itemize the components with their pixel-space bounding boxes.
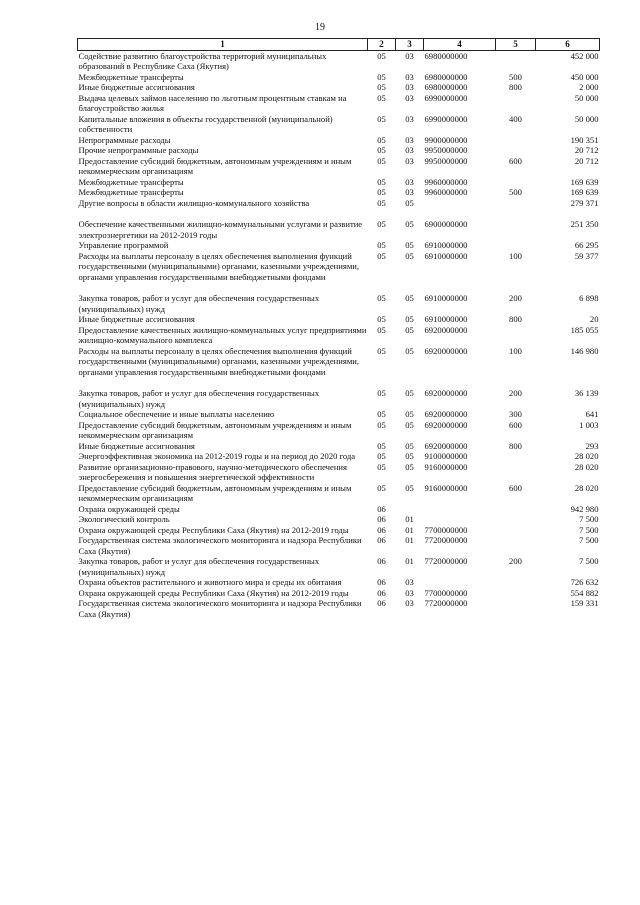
expense-type-code: 800 — [509, 82, 522, 92]
target-article-code: 9900000000 — [424, 134, 468, 145]
table-row — [78, 293, 600, 314]
table-row — [78, 535, 600, 556]
subsection-code: 03 — [405, 577, 414, 587]
target-article-code: 6900000000 — [424, 219, 468, 229]
subsection-code: 05 — [405, 197, 414, 208]
table-row — [78, 588, 600, 599]
item-name: Содействие развитию благоустройства территорий муниципальных образований в Республике Саха (Якутия) — [78, 50, 327, 71]
amount: 28 020 — [574, 451, 599, 461]
section-code: 05 — [377, 134, 386, 145]
item-name: Закупка товаров, работ и услуг для обеспечения государственных (муниципальных) нужд — [78, 293, 320, 314]
column-header-3: 3 — [396, 39, 424, 51]
item-name: Капитальные вложения в объекты государственной (муниципальной) собственности — [78, 113, 333, 134]
amount: 942 980 — [570, 503, 599, 514]
amount: 251 350 — [570, 219, 599, 229]
subsection-code — [396, 504, 424, 515]
section-code: 05 — [377, 50, 386, 61]
target-article-code: 6920000000 — [424, 388, 468, 398]
amount: 169 639 — [570, 176, 599, 187]
row-spacer — [78, 282, 600, 293]
expense-type-code: 600 — [509, 419, 522, 430]
amount: 28 020 — [574, 482, 599, 493]
expense-type-code: 600 — [509, 155, 522, 166]
section-code: 05 — [377, 250, 386, 261]
expense-type-code: 100 — [509, 250, 522, 261]
item-name: Расходы на выплаты персоналу в целях обеспечения выполнения функций государственными (муниципальными) органами, казенными учреждениями, органами управления государственными внебюджетными фондами — [78, 250, 360, 282]
subsection-code: 03 — [405, 134, 414, 145]
expense-type-code — [496, 535, 536, 556]
item-name: Предоставление субсидий бюджетным, автономным учреждениям и иным некоммерческим организациям — [78, 155, 352, 176]
expense-type-code — [496, 50, 536, 72]
target-article-code: 9960000000 — [424, 187, 468, 197]
column-header-1: 1 — [78, 39, 368, 51]
target-article-code — [424, 577, 496, 588]
expense-type-code — [496, 504, 536, 515]
subsection-code: 03 — [405, 145, 414, 155]
subsection-code: 05 — [405, 219, 414, 229]
expense-type-code: 300 — [509, 409, 522, 419]
subsection-code: 03 — [405, 155, 414, 166]
subsection-code: 01 — [405, 524, 414, 535]
target-article-code — [424, 198, 496, 209]
subsection-code: 05 — [405, 324, 414, 335]
subsection-code: 05 — [405, 440, 414, 451]
table-row — [78, 504, 600, 515]
section-code: 05 — [377, 451, 386, 461]
amount: 293 — [585, 440, 599, 451]
amount: 7 500 — [579, 556, 599, 566]
section-code: 05 — [377, 482, 386, 493]
item-name: Закупка товаров, работ и услуг для обеспечения государственных (муниципальных) нужд — [78, 556, 320, 577]
subsection-code: 05 — [405, 240, 414, 250]
subsection-code: 05 — [405, 419, 414, 430]
table-row — [78, 114, 600, 135]
item-name: Энергоэффективная экономика на 2012-2019 годы и на период до 2020 года — [78, 451, 356, 461]
target-article-code: 6980000000 — [424, 71, 468, 82]
target-article-code: 9950000000 — [424, 155, 468, 166]
amount: 146 980 — [570, 345, 599, 356]
target-article-code: 7700000000 — [424, 524, 468, 535]
amount: 59 377 — [574, 250, 599, 261]
table-row — [78, 409, 600, 420]
section-code: 05 — [377, 293, 386, 303]
table-row — [78, 314, 600, 325]
item-name: Закупка товаров, работ и услуг для обеспечения государственных (муниципальных) нужд — [78, 388, 320, 409]
item-name: Непрограммные расходы — [78, 134, 171, 145]
expense-type-code: 500 — [509, 187, 522, 197]
expense-type-code — [496, 462, 536, 483]
section-code: 05 — [377, 419, 386, 430]
amount: 20 712 — [574, 145, 599, 155]
table-row — [78, 325, 600, 346]
column-header-2: 2 — [368, 39, 396, 51]
table-row — [78, 82, 600, 93]
target-article-code: 7720000000 — [424, 598, 468, 608]
section-code: 06 — [377, 598, 386, 608]
subsection-code: 03 — [405, 187, 414, 197]
amount: 554 882 — [570, 587, 599, 598]
target-article-code: 9160000000 — [424, 461, 468, 472]
target-article-code: 7720000000 — [424, 556, 468, 566]
expense-type-code — [496, 325, 536, 346]
table-row — [78, 556, 600, 577]
table-row — [78, 135, 600, 146]
target-article-code: 6910000000 — [424, 293, 468, 303]
item-name: Развитие организационно-правового, научно-методического обеспечения энергосбережения и повышения энергетической эффективности — [78, 461, 347, 482]
amount: 169 639 — [570, 187, 599, 197]
table-row — [78, 462, 600, 483]
subsection-code: 01 — [405, 514, 414, 524]
table-body — [78, 50, 600, 619]
expense-type-code: 500 — [509, 71, 522, 82]
target-article-code: 6920000000 — [424, 345, 468, 356]
expense-type-code: 200 — [509, 556, 522, 566]
expense-type-code: 800 — [509, 314, 522, 324]
amount: 50 000 — [574, 113, 599, 124]
item-name: Прочие непрограммные расходы — [78, 145, 199, 155]
item-name: Охрана объектов растительного и животного мира и среды их обитания — [78, 577, 342, 587]
table-row — [78, 577, 600, 588]
subsection-code: 03 — [405, 598, 414, 608]
expense-type-code — [496, 240, 536, 251]
section-code: 05 — [377, 461, 386, 472]
expense-type-code: 800 — [509, 440, 522, 451]
amount: 36 139 — [574, 388, 599, 398]
section-code: 05 — [377, 314, 386, 324]
section-code: 05 — [377, 92, 386, 103]
item-name: Межбюджетные трансферты — [78, 187, 184, 197]
item-name: Иные бюджетные ассигнования — [78, 82, 195, 92]
section-code: 05 — [377, 145, 386, 155]
section-code: 05 — [377, 176, 386, 187]
expense-type-code — [496, 177, 536, 188]
section-code: 06 — [377, 577, 386, 587]
amount: 450 000 — [570, 71, 599, 82]
target-article-code: 6980000000 — [424, 50, 468, 61]
section-code: 05 — [377, 82, 386, 92]
subsection-code: 05 — [405, 451, 414, 461]
item-name: Предоставление субсидий бюджетным, автономным учреждениям и иным некоммерческим организациям — [78, 419, 352, 440]
item-name: Иные бюджетные ассигнования — [78, 440, 195, 451]
target-article-code: 9950000000 — [424, 145, 468, 155]
item-name: Экологический контроль — [78, 514, 170, 524]
subsection-code: 05 — [405, 409, 414, 419]
subsection-code: 03 — [405, 113, 414, 124]
section-code: 05 — [377, 240, 386, 250]
subsection-code: 01 — [405, 556, 414, 566]
expense-type-code: 600 — [509, 482, 522, 493]
section-code: 05 — [377, 324, 386, 335]
column-header-5: 5 — [496, 39, 536, 51]
section-code: 06 — [377, 514, 386, 524]
table-row — [78, 219, 600, 240]
item-name: Охрана окружающей среды Республики Саха (Якутия) на 2012-2019 годы — [78, 524, 349, 535]
target-article-code: 6910000000 — [424, 314, 468, 324]
target-article-code: 6920000000 — [424, 440, 468, 451]
table-row — [78, 514, 600, 525]
target-article-code: 9960000000 — [424, 176, 468, 187]
amount: 726 632 — [570, 577, 599, 587]
subsection-code: 05 — [405, 345, 414, 356]
expense-type-code — [496, 219, 536, 240]
row-spacer — [78, 208, 600, 219]
table-row — [78, 483, 600, 504]
subsection-code: 01 — [405, 535, 414, 545]
amount: 279 371 — [570, 197, 599, 208]
item-name: Охрана окружающей среды — [78, 503, 180, 514]
item-name: Расходы на выплаты персоналу в целях обеспечения выполнения функций государственными (муниципальными) органами, казенными учреждениями, органами управления государственными внебюджетными фондами — [78, 345, 360, 377]
section-code: 06 — [377, 535, 386, 545]
target-article-code: 7700000000 — [424, 587, 468, 598]
item-name: Выдача целевых займов населению по льготным процентным ставкам на благоустройство жилья — [78, 92, 347, 113]
row-spacer — [78, 377, 600, 388]
table-row — [78, 72, 600, 83]
expense-type-code: 200 — [509, 293, 522, 303]
expense-type-code: 400 — [509, 113, 522, 124]
table-row — [78, 388, 600, 409]
table-row — [78, 93, 600, 114]
section-code: 05 — [377, 345, 386, 356]
expense-type-code — [496, 135, 536, 146]
expense-type-code — [496, 525, 536, 536]
item-name: Социальное обеспечение и иные выплаты населению — [78, 409, 275, 419]
target-article-code — [424, 514, 496, 525]
target-article-code: 9160000000 — [424, 482, 468, 493]
subsection-code: 03 — [405, 176, 414, 187]
expense-type-code — [496, 198, 536, 209]
table-row — [78, 525, 600, 536]
section-code: 05 — [377, 409, 386, 419]
table-row — [78, 240, 600, 251]
item-name: Иные бюджетные ассигнования — [78, 314, 195, 324]
section-code: 05 — [377, 113, 386, 124]
target-article-code: 6920000000 — [424, 409, 468, 419]
page-number: 19 — [315, 22, 325, 33]
amount: 28 020 — [574, 461, 599, 472]
amount: 185 055 — [570, 324, 599, 335]
target-article-code: 6980000000 — [424, 82, 468, 92]
section-code: 05 — [377, 71, 386, 82]
amount: 1 003 — [579, 419, 599, 430]
item-name: Другие вопросы в области жилищно-коммунального хозяйства — [78, 197, 310, 208]
section-code: 05 — [377, 187, 386, 197]
item-name: Государственная система экологического мониторинга и надзора Республики Саха (Якутия) — [78, 598, 362, 619]
item-name: Охрана окружающей среды Республики Саха (Якутия) на 2012-2019 годы — [78, 587, 349, 598]
amount: 6 898 — [579, 293, 599, 303]
amount: 7 500 — [579, 535, 599, 545]
item-name: Межбюджетные трансферты — [78, 71, 184, 82]
expense-type-code: 100 — [509, 345, 522, 356]
subsection-code: 03 — [405, 71, 414, 82]
table-row — [78, 145, 600, 156]
expense-type-code: 200 — [509, 388, 522, 398]
section-code: 06 — [377, 524, 386, 535]
target-article-code: 6910000000 — [424, 250, 468, 261]
table-row — [78, 598, 600, 619]
column-header-4: 4 — [424, 39, 496, 51]
amount: 641 — [585, 409, 599, 419]
item-name: Предоставление качественных жилищно-коммунальных услуг предприятиями жилищно-коммунального комплекса — [78, 324, 367, 345]
table-row — [78, 251, 600, 283]
expense-type-code — [496, 451, 536, 462]
subsection-code: 05 — [405, 250, 414, 261]
subsection-code: 03 — [405, 92, 414, 103]
subsection-code: 05 — [405, 482, 414, 493]
amount: 7 500 — [579, 524, 599, 535]
table-header-row — [78, 39, 600, 51]
amount: 452 000 — [570, 50, 599, 61]
section-code: 06 — [377, 503, 386, 514]
expense-type-code — [496, 145, 536, 156]
table-row — [78, 420, 600, 441]
item-name: Предоставление субсидий бюджетным, автономным учреждениям и иным некоммерческим организациям — [78, 482, 352, 503]
table-row — [78, 441, 600, 452]
subsection-code: 03 — [405, 587, 414, 598]
amount: 20 — [589, 314, 599, 324]
amount: 50 000 — [574, 92, 599, 103]
amount: 159 331 — [570, 598, 599, 608]
budget-table — [77, 38, 600, 619]
amount: 66 295 — [574, 240, 599, 250]
target-article-code: 6910000000 — [424, 240, 468, 250]
subsection-code: 05 — [405, 461, 414, 472]
item-name: Государственная система экологического мониторинга и надзора Республики Саха (Якутия) — [78, 535, 362, 556]
target-article-code: 6990000000 — [424, 113, 468, 124]
target-article-code — [424, 504, 496, 515]
item-name: Управление программой — [78, 240, 169, 250]
expense-type-code — [496, 577, 536, 588]
item-name: Обеспечение качественными жилищно-коммунальными услугами и развитие электроэнергетики на 2012-2019 годы — [78, 219, 363, 240]
table-row — [78, 187, 600, 198]
target-article-code: 7720000000 — [424, 535, 468, 545]
target-article-code: 6920000000 — [424, 419, 468, 430]
table-row — [78, 156, 600, 177]
amount: 20 712 — [574, 155, 599, 166]
section-code: 06 — [377, 556, 386, 566]
amount: 7 500 — [579, 514, 599, 524]
section-code: 05 — [377, 440, 386, 451]
subsection-code: 03 — [405, 50, 414, 61]
target-article-code: 6920000000 — [424, 324, 468, 335]
item-name: Межбюджетные трансферты — [78, 176, 184, 187]
expense-type-code — [496, 93, 536, 114]
section-code: 06 — [377, 587, 386, 598]
subsection-code: 03 — [405, 82, 414, 92]
table-row — [78, 346, 600, 378]
expense-type-code — [496, 588, 536, 599]
section-code: 05 — [377, 155, 386, 166]
table-row — [78, 198, 600, 209]
section-code: 05 — [377, 388, 386, 398]
amount: 2 000 — [579, 82, 599, 92]
table-row — [78, 451, 600, 462]
amount: 190 351 — [570, 134, 599, 145]
column-header-6: 6 — [536, 39, 600, 51]
section-code: 05 — [377, 219, 386, 229]
subsection-code: 05 — [405, 388, 414, 398]
section-code: 05 — [377, 197, 386, 208]
target-article-code: 9100000000 — [424, 451, 468, 461]
target-article-code: 6990000000 — [424, 92, 468, 103]
table-row — [78, 177, 600, 188]
subsection-code: 05 — [405, 293, 414, 303]
expense-type-code — [496, 514, 536, 525]
table-row — [78, 50, 600, 72]
expense-type-code — [496, 598, 536, 619]
subsection-code: 05 — [405, 314, 414, 324]
